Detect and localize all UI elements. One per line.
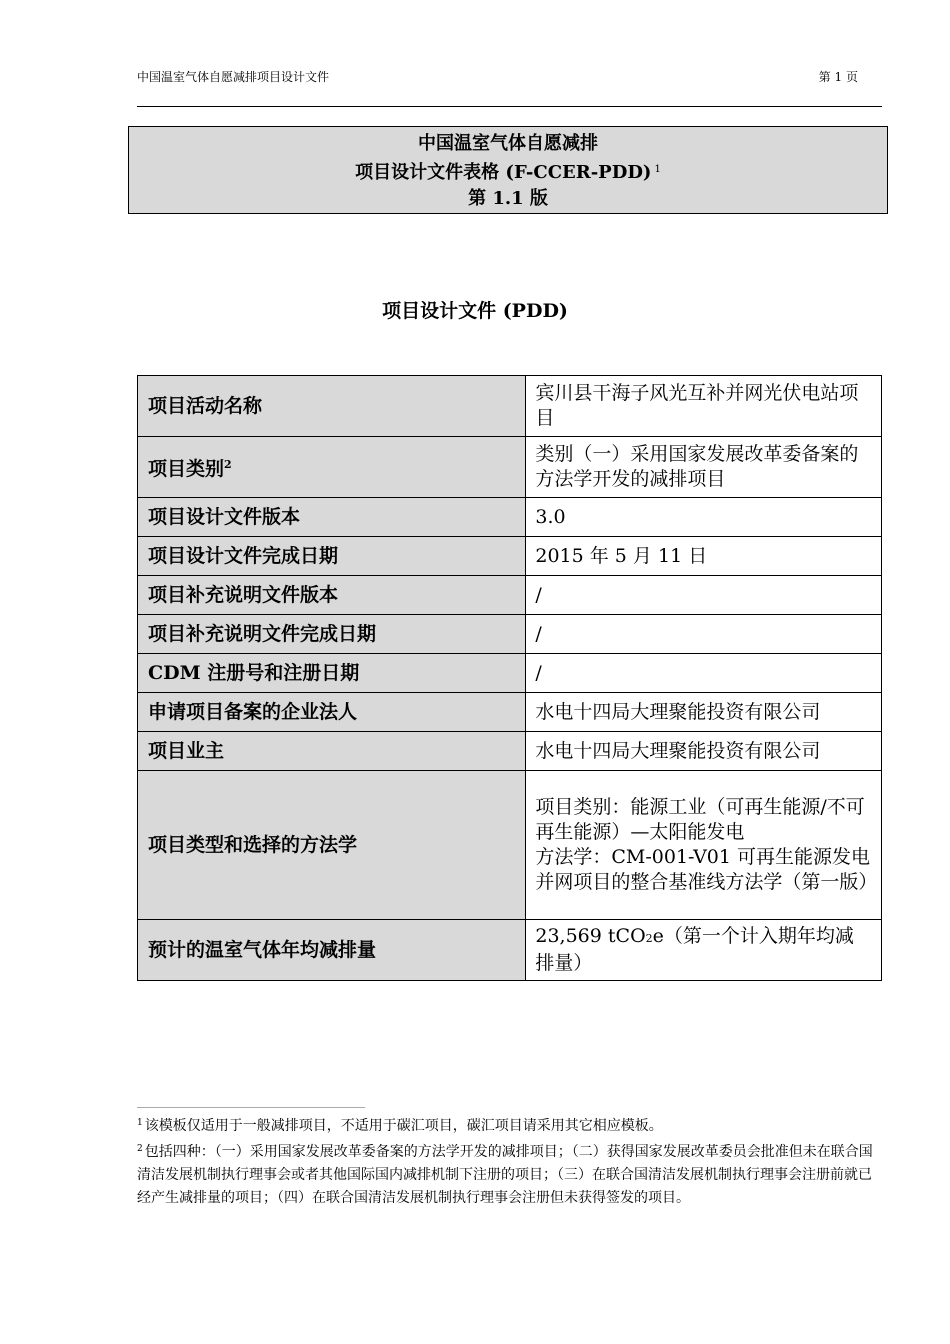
row-value: /	[526, 576, 882, 615]
table-row	[138, 693, 882, 732]
row-label: 预计的温室气体年均减排量	[138, 920, 526, 981]
row-value: 3.0	[526, 498, 882, 537]
row-value: 水电十四局大理聚能投资有限公司	[526, 693, 882, 732]
table-row	[138, 576, 882, 615]
row-value: /	[526, 654, 882, 693]
table-row	[138, 615, 882, 654]
page-title: 项目设计文件 (PDD)	[382, 300, 568, 322]
form-title-box	[128, 126, 888, 214]
row-label: 项目补充说明文件版本	[138, 576, 526, 615]
row-value	[526, 771, 882, 920]
row-label: 申请项目备案的企业法人	[138, 693, 526, 732]
form-title-line2: 项目设计文件表格 (F-CCER-PDD) $^1$	[355, 162, 661, 183]
row-value: 2015 年 5 月 11 日	[526, 537, 882, 576]
page-number-label: 第 1 页	[818, 70, 858, 84]
row-value: 宾川县干海子风光互补并网光伏电站项目	[526, 376, 882, 437]
row-label: 项目类别$^2$	[138, 437, 526, 498]
row-value: 23,569 tCO2e（第一个计入期年均减排量）	[526, 920, 882, 981]
footnotes	[137, 1112, 879, 1210]
table-row	[138, 498, 882, 537]
row-label: 项目补充说明文件完成日期	[138, 615, 526, 654]
header-title: 中国温室气体自愿减排项目设计文件	[137, 70, 330, 84]
row-label: 项目业主	[138, 732, 526, 771]
footnote-1: $^1$ 该模板仅适用于一般减排项目，不适用于碳汇项目，碳汇项目请采用其它相应模板。	[137, 1118, 663, 1134]
table-row	[138, 376, 882, 437]
row-value: /	[526, 615, 882, 654]
footnote-ref-1: 1	[654, 164, 661, 175]
row-label: CDM 注册号和注册日期	[138, 654, 526, 693]
methodology-text: 方法学：CM-001-V01 可再生能源发电并网项目的整合基准线方法学（第一版）	[535, 846, 878, 893]
table-row	[138, 771, 882, 920]
table-row	[138, 654, 882, 693]
footnote-divider	[137, 1107, 365, 1108]
row-value: 类别（一）采用国家发展改革委备案的方法学开发的减排项目	[526, 437, 882, 498]
table-row	[138, 537, 882, 576]
form-title-line1: 中国温室气体自愿减排	[418, 133, 598, 154]
row-label: 项目类型和选择的方法学	[138, 771, 526, 920]
row-label: 项目设计文件完成日期	[138, 537, 526, 576]
row-value: 水电十四局大理聚能投资有限公司	[526, 732, 882, 771]
footnote-2: $^2$ 包括四种：（一）采用国家发展改革委备案的方法学开发的减排项目；（二）获得国家发展改革委员会批准但未在联合国清洁发展机制执行理事会或者其他国际国内减排机制下注册的项目；（三）在联合国清洁发展机制执行理事会注册前就已经产生减排量的项目；（四）在联合国清洁发展机制执行理事会注册但未获得签发的项目。	[137, 1144, 873, 1206]
row-label: 项目设计文件版本	[138, 498, 526, 537]
project-info-table	[137, 375, 882, 981]
footnote-ref-2: 2	[224, 458, 232, 471]
running-header	[137, 66, 882, 107]
page-number: 1	[834, 70, 843, 84]
table-row	[138, 437, 882, 498]
table-row	[138, 732, 882, 771]
row-label: 项目活动名称	[138, 376, 526, 437]
table-row	[138, 920, 882, 981]
form-version: 第 1.1 版	[468, 188, 548, 209]
project-category-text: 项目类别：能源工业（可再生能源/不可再生能源）—太阳能发电	[535, 796, 865, 843]
